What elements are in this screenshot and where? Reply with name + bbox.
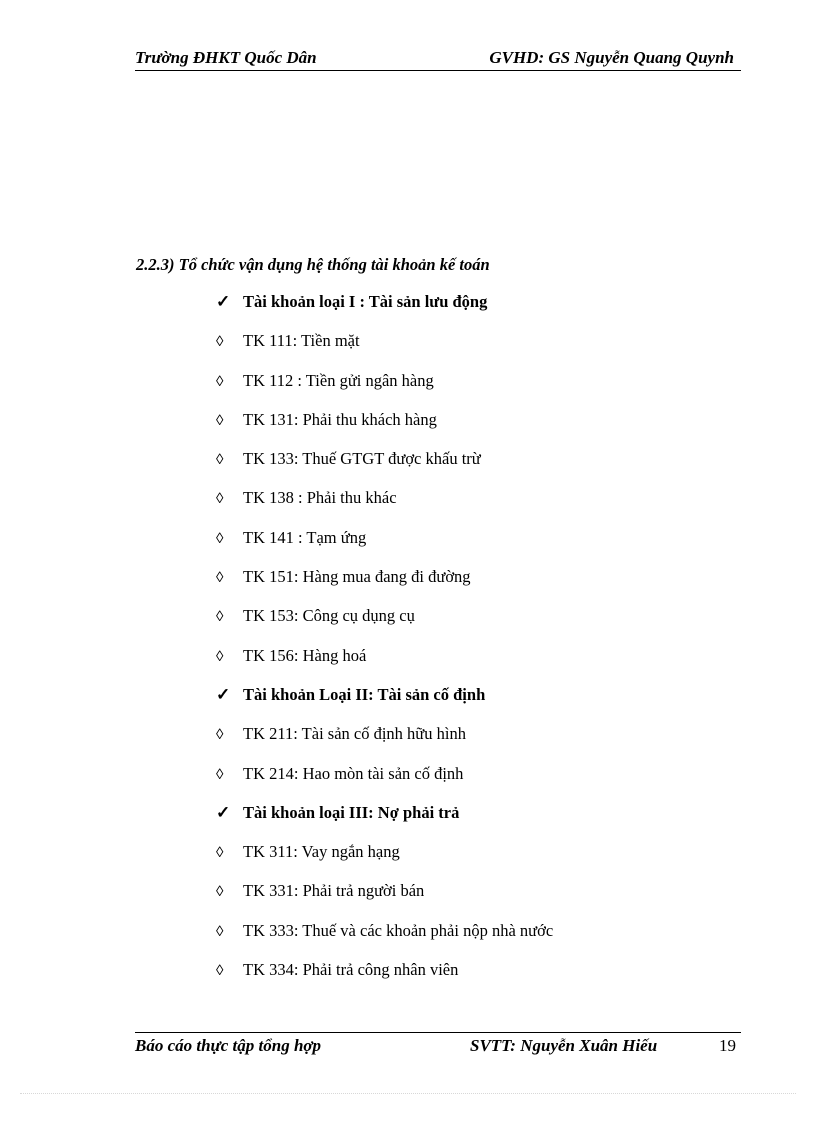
account-item xyxy=(216,604,553,643)
account-item xyxy=(216,762,553,801)
diamond-bullet-icon: ◊ xyxy=(216,884,224,901)
account-group-label: Tài khoản loại III: Nợ phải trả xyxy=(243,802,460,822)
account-item xyxy=(216,958,553,997)
diamond-bullet-icon: ◊ xyxy=(216,491,224,508)
diamond-bullet-icon: ◊ xyxy=(216,334,224,351)
account-item xyxy=(216,408,553,447)
account-label: TK 111: Tiền mặt xyxy=(243,331,360,351)
account-group-heading xyxy=(216,683,553,722)
account-label: TK 141 : Tạm ứng xyxy=(243,527,367,547)
account-item xyxy=(216,329,553,368)
account-label: TK 333: Thuế và các khoản phải nộp nhà nước xyxy=(243,920,554,940)
page-footer xyxy=(135,1032,741,1055)
account-group-label: Tài khoản loại I : Tài sản lưu động xyxy=(243,292,488,311)
account-label: TK 112 : Tiền gửi ngân hàng xyxy=(243,370,434,390)
diamond-bullet-icon: ◊ xyxy=(216,412,224,429)
diamond-bullet-icon: ◊ xyxy=(216,648,224,665)
account-label: TK 138 : Phải thu khác xyxy=(243,488,397,508)
account-item xyxy=(216,879,553,918)
account-item xyxy=(216,840,553,879)
header-supervisor: GVHD: GS Nguyễn Quang Quynh xyxy=(489,48,734,67)
footer-report-title: Báo cáo thực tập tổng hợp xyxy=(135,1036,322,1055)
account-item xyxy=(216,526,553,565)
diamond-bullet-icon: ◊ xyxy=(216,963,224,980)
account-label: TK 156: Hàng hoá xyxy=(243,645,367,665)
account-label: TK 153: Công cụ dụng cụ xyxy=(243,606,415,626)
account-item xyxy=(216,644,553,683)
diamond-bullet-icon: ◊ xyxy=(216,452,224,469)
page-header xyxy=(135,46,741,71)
diamond-bullet-icon: ◊ xyxy=(216,766,224,783)
account-group-heading xyxy=(216,801,553,840)
check-icon: ✓ xyxy=(216,292,231,311)
diamond-bullet-icon: ◊ xyxy=(216,609,224,626)
diamond-bullet-icon: ◊ xyxy=(216,727,224,744)
account-label: TK 211: Tài sản cố định hữu hình xyxy=(243,724,466,744)
account-label: TK 331: Phải trả người bán xyxy=(243,881,425,901)
diamond-bullet-icon: ◊ xyxy=(216,530,224,547)
diamond-bullet-icon: ◊ xyxy=(216,570,224,587)
diamond-bullet-icon: ◊ xyxy=(216,373,224,390)
account-label: TK 133: Thuế GTGT được khấu trừ xyxy=(243,449,481,469)
account-label: TK 131: Phải thu khách hàng xyxy=(243,409,437,429)
account-item xyxy=(216,486,553,525)
check-icon: ✓ xyxy=(216,802,231,822)
diamond-bullet-icon: ◊ xyxy=(216,923,224,940)
page-bottom-divider xyxy=(20,1093,796,1094)
account-item xyxy=(216,565,553,604)
page-number: 19 xyxy=(719,1036,736,1055)
account-item xyxy=(216,447,553,486)
header-school: Trường ĐHKT Quốc Dân xyxy=(135,48,317,67)
account-label: TK 311: Vay ngắn hạng xyxy=(243,842,400,862)
account-item xyxy=(216,369,553,408)
account-label: TK 334: Phải trả công nhân viên xyxy=(243,960,459,980)
section-title: 2.2.3) Tổ chức vận dụng hệ thống tài khoản kế toán xyxy=(136,255,490,274)
diamond-bullet-icon: ◊ xyxy=(216,845,224,862)
account-list xyxy=(216,290,553,997)
account-group-label: Tài khoản Loại II: Tài sản cố định xyxy=(243,684,486,704)
account-item xyxy=(216,722,553,761)
footer-student: SVTT: Nguyễn Xuân Hiếu xyxy=(470,1036,658,1055)
account-label: TK 151: Hàng mua đang đi đường xyxy=(243,567,471,587)
account-group-heading xyxy=(216,290,553,329)
account-item xyxy=(216,919,553,958)
account-label: TK 214: Hao mòn tài sản cố định xyxy=(243,763,464,783)
check-icon: ✓ xyxy=(216,684,231,704)
